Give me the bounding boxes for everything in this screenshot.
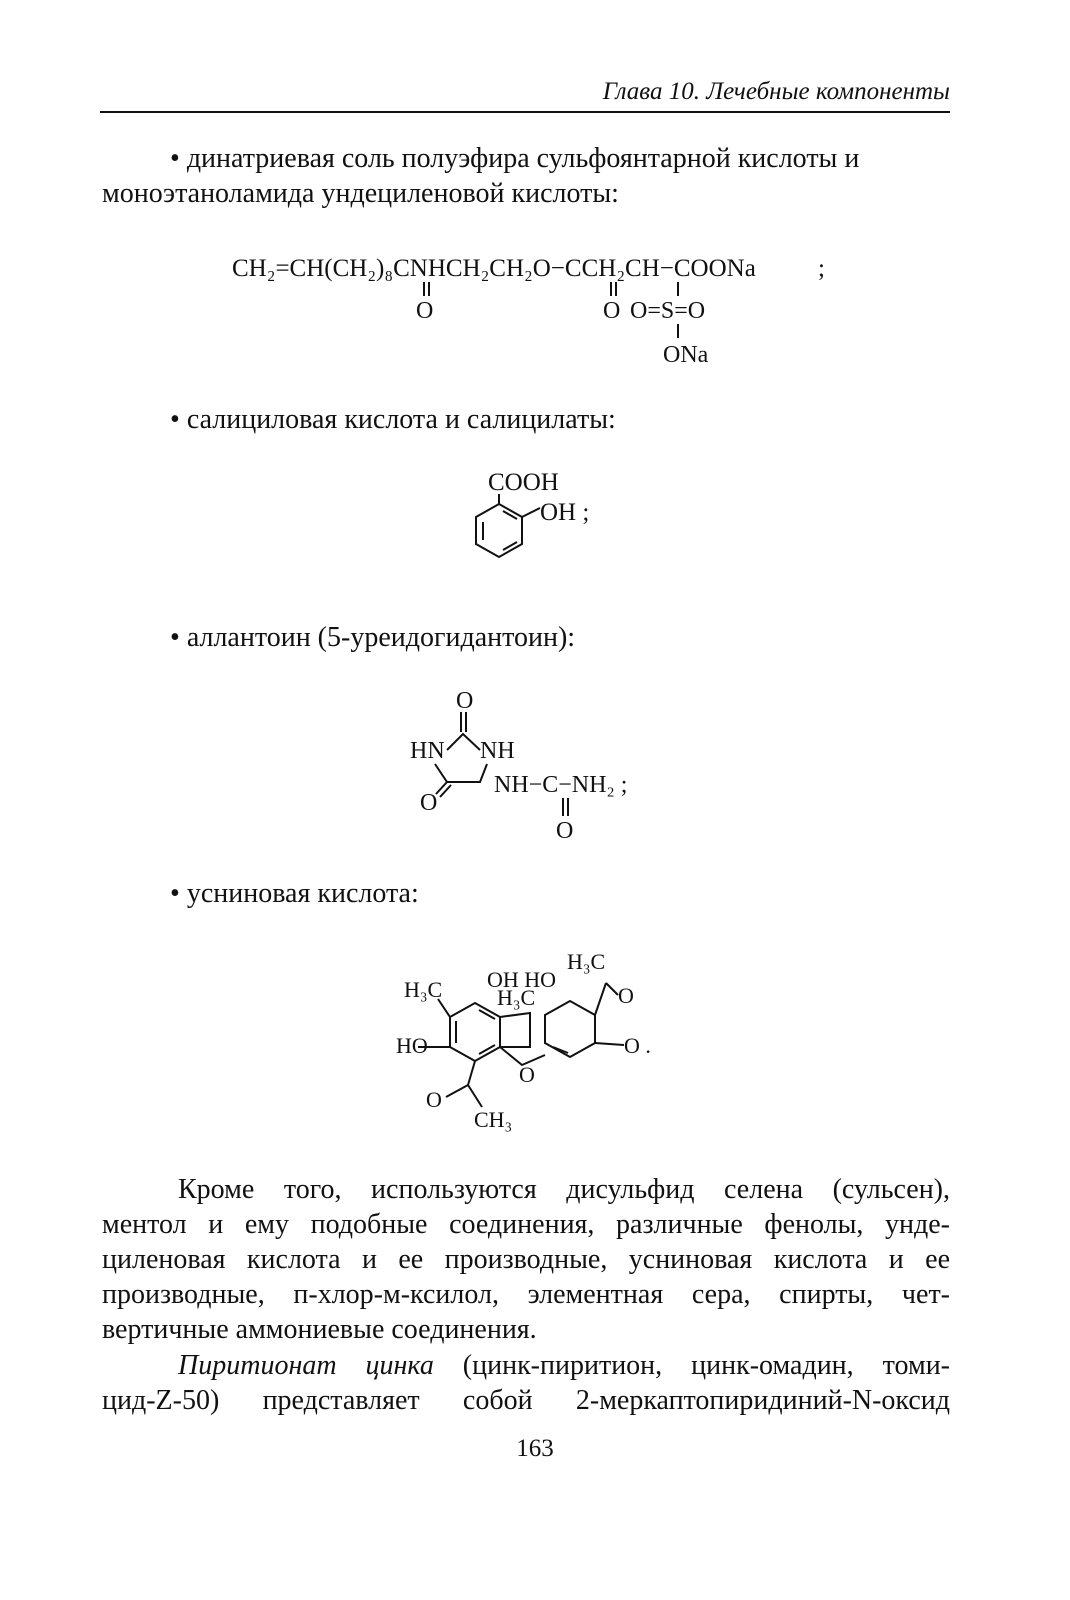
- bond-methyl-left: [438, 999, 450, 1017]
- aromatic-inner-b: [479, 1010, 495, 1019]
- paragraph-additional-agents: [102, 1172, 950, 1347]
- page-number: 163: [516, 1435, 554, 1462]
- paragraph-line: вертичные аммониевые соединения.: [102, 1314, 537, 1345]
- methyl-center: H₃C: [497, 985, 536, 1010]
- urea-chain: NH−C−NH₂ ;: [494, 772, 628, 798]
- paragraph-line: [102, 1348, 950, 1383]
- paragraph-line: Кроме того, используются дисульфид селена (сульсен),: [178, 1174, 950, 1205]
- bullet-item-1-line1: • динатриевая соль полуэфира сульфоянтарной кислоты и: [170, 141, 859, 176]
- running-head: Глава 10. Лечебные компоненты: [602, 78, 950, 105]
- bond-acetyl-o: [446, 1085, 468, 1097]
- aromatic-ring-left: [450, 1003, 500, 1061]
- bond-acetyl: [468, 1061, 475, 1085]
- paragraph-zinc-pyrithione: [102, 1348, 950, 1418]
- paragraph-line: производные, п-хлор-м-ксилол, элементная сера, спирты, чет-: [102, 1279, 950, 1310]
- bond-acetyl-ch3: [468, 1085, 482, 1107]
- carbonyl-o-left: O: [420, 790, 438, 816]
- sulfonyl-group: O=S=O: [630, 298, 706, 324]
- bond-ketone: [595, 1043, 624, 1045]
- hydroxyl-left: HO: [396, 1033, 428, 1058]
- formula-salicylic-acid: [0, 462, 1070, 582]
- bullet-item-3: • аллантоин (5-уреидогидантоин):: [170, 620, 575, 655]
- carbonyl-o-left: O: [416, 298, 434, 324]
- formula-sulfosuccinate: [0, 240, 1070, 370]
- carboxyl-label: COOH: [488, 469, 559, 496]
- bullet-item-2: • салициловая кислота и салицилаты:: [170, 402, 616, 437]
- formula-main-chain: CH₂=CH(CH₂)₈CNHCH₂CH₂O−CCH₂CH−COONa: [232, 255, 756, 282]
- ring-bonds-bottom: [435, 764, 487, 782]
- formula-semicolon: ;: [818, 255, 825, 282]
- bullet-item-1-line2: моноэтаноламида ундециленовой кислоты:: [102, 178, 619, 209]
- bond-acyl-o: [606, 983, 618, 995]
- paragraph-line: циленовая кислота и ее производные, усниновая кислота и ее: [102, 1244, 950, 1275]
- furan-ring-top: [500, 1013, 530, 1047]
- carbonyl-o-right: O: [603, 298, 621, 324]
- sodium-oxide: ONa: [663, 342, 709, 368]
- ring-bonds-top: [447, 734, 480, 750]
- acetyl-oxygen: O: [426, 1087, 442, 1112]
- term-zinc-pyrithione: Пиритионат цинка: [178, 1350, 434, 1381]
- furan-oxygen: O: [519, 1062, 535, 1087]
- methyl-top-right: H₃C: [567, 949, 606, 974]
- paragraph-line-rest: (цинк-пиритион, цинк-омадин, томи-: [433, 1350, 950, 1381]
- ring-nh-left: HN: [410, 738, 445, 764]
- bullet-item-4: • усниновая кислота:: [170, 876, 419, 911]
- carbonyl-o-top: O: [456, 688, 474, 714]
- paragraph-line: ментол и ему подобные соединения, различные фенолы, унде-: [102, 1209, 950, 1240]
- bond-ring-oh: [522, 508, 540, 517]
- formula-usnic-acid: [0, 935, 1070, 1135]
- hydroxyl-label: OH ;: [540, 499, 590, 526]
- acetyl-methyl: CH₃: [474, 1107, 513, 1132]
- ring-nh-right: NH: [480, 738, 515, 764]
- paragraph-line: цид-Z-50) представляет собой 2-меркаптопиридиний-N-оксид: [102, 1385, 950, 1416]
- bond-acyl-top: [595, 983, 606, 1015]
- aromatic-inner-c: [479, 1045, 495, 1054]
- acyl-oxygen: O: [618, 983, 634, 1008]
- header-rule: [100, 111, 950, 113]
- formula-allantoin: [0, 680, 1070, 850]
- cyclohexadienone-ring: [545, 1001, 595, 1057]
- methyl-left: H₃C: [404, 977, 443, 1002]
- carbonyl-o-bottom: O: [556, 818, 574, 844]
- hydroxyl-pair: OH HO: [487, 967, 557, 992]
- ketone-oxygen: O .: [624, 1033, 651, 1058]
